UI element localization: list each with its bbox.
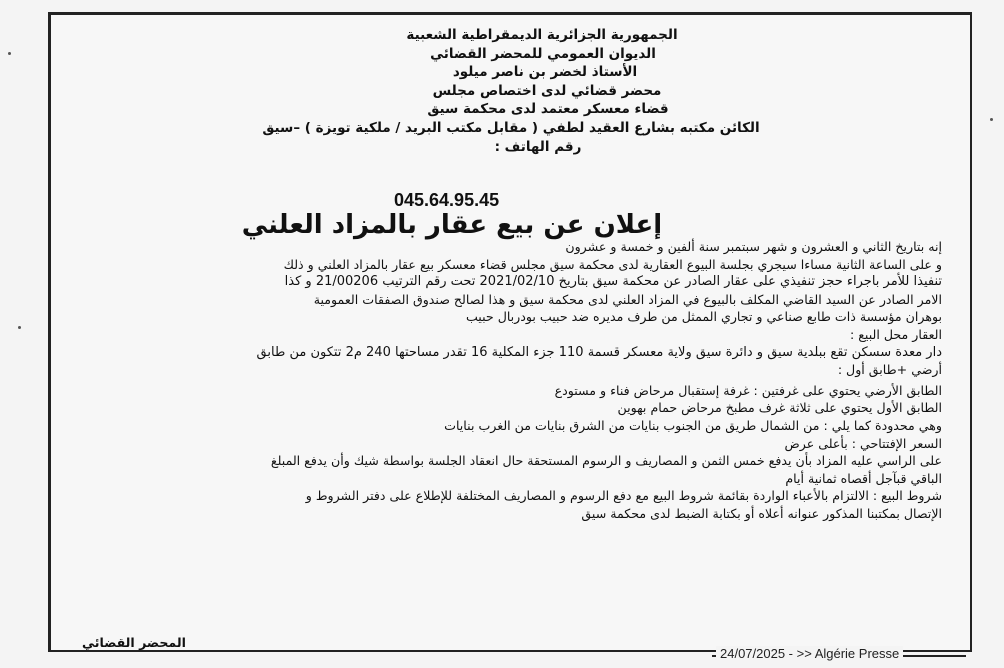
header-line-bailiff-name: الأستاذ لخضر بن ناصر ميلود (452, 64, 638, 81)
notice-header (0, 26, 1004, 156)
body-line: الطابق الأرضي يحتوي على غرفتين : غرفة إستقبال مرحاض فناء و مستودع (554, 382, 942, 398)
header-line-phone-label: رقم الهاتف : (494, 138, 582, 155)
body-line: إنه بتاريخ الثاني و العشرون و شهر سبتمبر سنة ألفين و خمسة و عشرون (565, 239, 942, 254)
header-line-office: الديوان العمومي للمحضر القضائي (430, 45, 656, 62)
header-line-address: الكائن مكتبه بشارع العقيد لطفي ( مقابل مكتب البريد / ملكية تويزة ) –سيق (262, 119, 760, 136)
body-line: وهي محدودة كما يلي : من الشمال طريق من الجنوب بنايات من الشرق بنايات من الغرب بنايات (444, 417, 942, 433)
header-line-jurisdiction: محضر قضائي لدى اختصاص مجلس (432, 82, 662, 99)
header-line-republic: الجمهورية الجزائرية الديمقراطية الشعبية (406, 27, 678, 43)
body-line: السعر الإفتتاحي : بأعلى عرض (784, 435, 942, 451)
body-line: و على الساعة الثانية مساءا سيجري بجلسة البيوع العقارية لدى محكمة سيق مجلس قضاء معسكر بيع عقار بالمزاد العلني و ذلك (283, 256, 942, 272)
body-line: الإتصال بمكتبنا المذكور عنوانه أعلاه أو بكتابة الضبط لدى محكمة سيق (581, 505, 942, 521)
body-line: شروط البيع : الالتزام بالأعباء الواردة بقائمة شروط البيع مع دفع الرسوم و المصاريف المختلفة للإطلاع على دفتر الشروط و (305, 488, 942, 504)
speck-mark (18, 326, 21, 329)
body-line: تنفيذا للأمر باجراء حجز تنفيذي على عقار الصادر عن محكمة سيق بتاريخ 2021/02/10 تحت رقم الترتيب 21/00206 و كذا (284, 274, 942, 290)
body-line: دار معدة سسكن تقع ببلدية سيق و دائرة سيق ولاية معسكر قسمة 110 جزء المكلية 16 تقدر مساحتها 240 م2 تتكون من طابق (256, 344, 942, 360)
notice-title: إعلان عن بيع عقار بالمزاد العلني (241, 210, 663, 240)
signature-label: المحضر القضائي (82, 635, 186, 650)
body-line: على الراسي عليه المزاد بأن يدفع خمس الثمن و المصاريف و الرسوم المستحقة حال انعقاد الجلسة بواسطة شيك وأن يدفع المبلغ (270, 453, 942, 469)
body-line: الطابق الأول يحتوي على ثلاثة غرف مطبخ مرحاض حمام بهوين (617, 400, 942, 416)
body-line: الامر الصادر عن السيد القاضي المكلف بالبيوع في المزاد العلني لدى محكمة سيق و هذا لصالح صندوق الصفقات العمومية (313, 291, 942, 307)
speck-mark (8, 52, 11, 55)
body-line: الباقي قبآجل أقصاه ثمانية أيام (785, 470, 942, 486)
header-line-court: قضاء معسكر معتمد لدى محكمة سيق (427, 101, 669, 118)
notice-body (62, 238, 942, 523)
body-line: العقار محل البيع : (849, 326, 942, 342)
body-line: بوهران مؤسسة ذات طابع صناعي و تجاري الممثل من طرف مديره ضد حبيب بودربال حبيب (465, 309, 942, 325)
phone-number: 045.64.95.45 (394, 190, 500, 210)
footer-source-date: 24/07/2025 - >> Algérie Presse (716, 646, 903, 661)
body-line: أرضي +طابق أول : (837, 362, 942, 378)
speck-mark (990, 118, 993, 121)
